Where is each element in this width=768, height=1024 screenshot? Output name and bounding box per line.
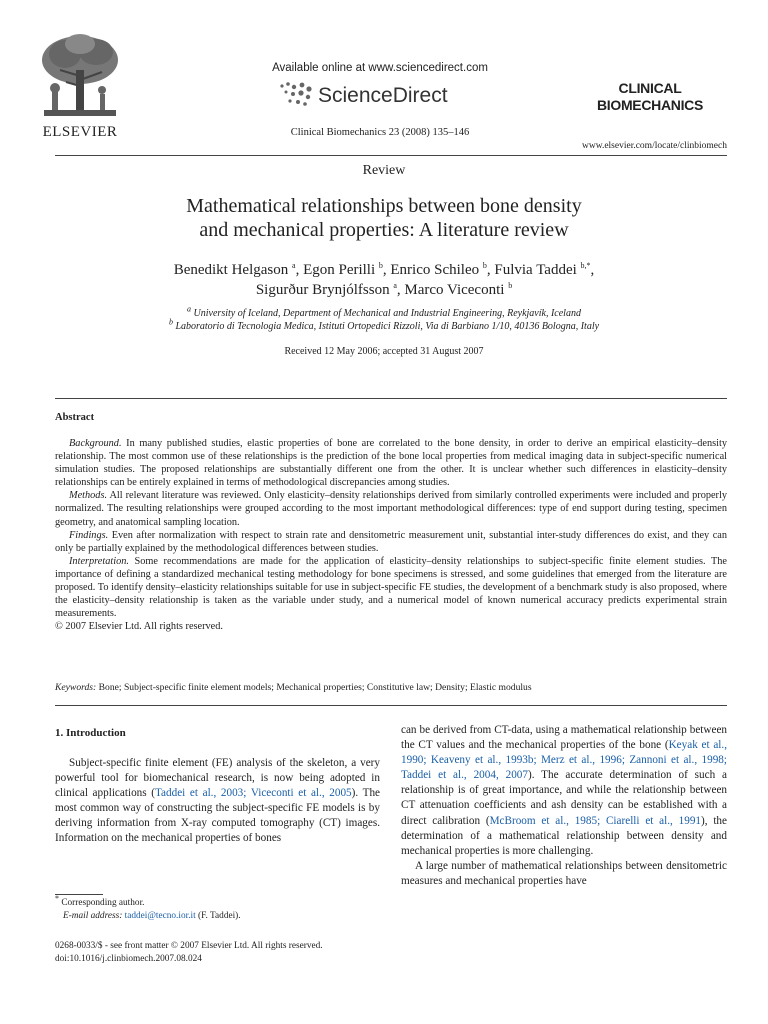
keywords	[55, 682, 727, 693]
abstract-top-divider	[55, 398, 727, 399]
body-text: ), the determination of a mathematical relationship between density and mechanical properties is more challenging.	[401, 814, 727, 857]
author-list	[60, 260, 708, 300]
abstract-body	[55, 437, 727, 633]
intro-paragraph-3: A large number of mathematical relationships between densitometric measures and mechanical properties have	[401, 859, 727, 887]
footnote-mark: *	[55, 893, 59, 903]
body-text: Subject-specific finite element (FE) analysis of the skeleton, a very powerful tool for biomechanical research, is now being adopted in clinical applications (	[55, 757, 380, 800]
author-affil-mark: a	[393, 281, 397, 290]
author-separator: ,	[486, 262, 495, 278]
keywords-label: Keywords:	[55, 682, 97, 693]
body-text: can be derived from CT-data, using a mathematical relationship between the CT values and the mechanical properties of the bone (	[401, 724, 727, 752]
footnote-text: Corresponding author.	[61, 898, 145, 908]
keywords-text: Bone; Subject-specific finite element models; Mechanical properties; Constitutive law; Density; Elastic modulus	[98, 682, 532, 693]
article-title	[60, 194, 708, 242]
email-link[interactable]: taddei@tecno.ior.it	[124, 911, 196, 921]
abstract-text: In many published studies, elastic properties of bone are correlated to the bone density, in order to derive an empirical elasticity–density relationship. The most common use of these relationships is the prediction of the bone local properties from medical imaging data in subject-specific numerical simulation studies. The proposed relationships are substantially different one from the other. It is unclear whether such differences in elasticity–density relationships can be entirely explained in terms of methodological discrepancies among studies.	[55, 438, 727, 489]
affiliation-mark: a	[187, 304, 192, 314]
abstract-label: Methods.	[69, 490, 108, 502]
body-column-right	[401, 723, 727, 889]
author-name: Egon Perilli	[303, 262, 376, 278]
sciencedirect-dots-icon	[276, 80, 316, 108]
footnote-rule	[55, 894, 103, 895]
author-separator: ,	[295, 262, 304, 278]
title-line-2: and mechanical properties: A literature review	[199, 219, 569, 241]
abstract-text: All relevant literature was reviewed. Only elasticity–density relationships derived from similarly controlled experiments were included and properly normalized. The resulting relationships were grouped according to the most important methodological differences: type of end support during testing, specimen geometry, and anatomical sampling location.	[55, 490, 727, 528]
abstract-text: Some recommendations are made for the application of elasticity–density relationships to subject-specific finite element studies. The importance of defining a standardized mechanical testing methodology for bone specimens is stressed, and some guidelines that emerged from the literature are proposed. To identify density–elasticity relationships suitable for use in subject-specific FE studies, the development of a benchmark study is also proposed, where the elasticity–density relationship is taken as the variable under study, and a numerical model of known numerical accuracy predicts experimental strain measurements.	[55, 555, 727, 620]
section-heading-introduction: 1. Introduction	[55, 727, 126, 739]
email-label: E-mail address:	[63, 911, 123, 921]
abstract-background	[55, 437, 727, 489]
body-text: ). The accurate determination of such a relationship is of great importance, and while the relationship between CT attenuation coefficients and ash density can be established with a direct calibration (	[401, 769, 727, 827]
abstract-methods	[55, 489, 727, 528]
received-dates: Received 12 May 2006; accepted 31 August 2007	[284, 346, 484, 357]
page-footer	[55, 940, 455, 965]
author-name: Sigurður Brynjólfsson	[255, 282, 390, 298]
footnote-text: (F. Taddei).	[198, 911, 241, 921]
email-note	[55, 910, 380, 923]
abstract-interpretation	[55, 555, 727, 620]
journal-name-line2: BIOMECHANICS	[596, 97, 704, 113]
affiliation-b	[60, 317, 708, 333]
citation-link[interactable]: McBroom et al., 1985; Ciarelli et al., 1991	[489, 814, 702, 827]
sciencedirect-wordmark: ScienceDirect	[318, 84, 448, 107]
author-name: Enrico Schileo	[390, 262, 480, 278]
affiliations	[60, 304, 708, 333]
author-separator: ,	[382, 262, 391, 278]
abstract-label: Findings.	[69, 529, 109, 541]
doi-line: doi:10.1016/j.clinbiomech.2007.08.024	[55, 953, 202, 964]
abstract-copyright: © 2007 Elsevier Ltd. All rights reserved.	[55, 621, 223, 633]
affiliation-text: Laboratorio di Tecnologia Medica, Istituti Ortopedici Rizzoli, Via di Barbiano 1/10, 40136 Bologna, Italy	[175, 321, 600, 332]
intro-paragraph-2	[401, 723, 727, 859]
citation-link[interactable]: Keyak et al., 1990; Keaveny et al., 1993b; Merz et al., 1996; Zannoni et al., 1998; Taddei et al., 2004, 2007	[401, 739, 727, 782]
intro-paragraph-1	[55, 756, 380, 847]
journal-logo	[560, 80, 740, 114]
affiliation-mark: b	[168, 317, 173, 327]
author-affil-mark: a	[292, 261, 296, 270]
abstract-text: Even after normalization with respect to strain rate and densitometric measurement unit, substantial inter-study differences do exist, and they can only be partially explained by the methodological differences between studies.	[55, 529, 727, 554]
affiliation-a	[60, 304, 708, 320]
author-name: Marco Viceconti	[404, 282, 505, 298]
author-affil-mark: b	[508, 281, 513, 290]
author-name: Benedikt Helgason	[173, 262, 289, 278]
available-online-text: Available online at www.sciencedirect.com	[272, 62, 488, 74]
abstract-findings	[55, 529, 727, 555]
author-affil-mark: b	[378, 261, 383, 270]
journal-url[interactable]: www.elsevier.com/locate/clinbiomech	[581, 141, 727, 151]
author-affil-mark: b	[482, 261, 487, 270]
author-separator: ,	[590, 262, 595, 278]
journal-name-line1: CLINICAL	[618, 80, 682, 96]
citation-link[interactable]: Taddei et al., 2003; Viceconti et al., 2005	[154, 787, 352, 800]
author-affil-mark: b,*	[580, 261, 591, 270]
body-text: ). The most common way of constructing the subject-specific FE models is by deriving information from X-ray computed tomography (CT) images. Information on the mechanical properties of bones	[55, 787, 381, 845]
abstract-bottom-divider	[55, 705, 727, 706]
corresponding-author-note	[55, 893, 380, 910]
author-name: Fulvia Taddei	[494, 262, 577, 278]
author-separator: ,	[396, 282, 405, 298]
abstract-label: Background.	[69, 438, 122, 449]
affiliation-text: University of Iceland, Department of Mechanical and Industrial Engineering, Reykjavík, Iceland	[193, 308, 581, 319]
title-line-1: Mathematical relationships between bone density	[186, 195, 582, 217]
abstract-label: Interpretation.	[69, 555, 129, 567]
header-divider	[55, 155, 727, 156]
journal-citation: Clinical Biomechanics 23 (2008) 135–146	[290, 127, 470, 138]
publisher-name: ELSEVIER	[42, 124, 118, 140]
elsevier-tree-logo	[30, 30, 130, 125]
footnote	[55, 893, 380, 923]
issn-line: 0268-0033/$ - see front matter © 2007 Elsevier Ltd. All rights reserved.	[55, 941, 323, 951]
article-section-type: Review	[362, 163, 406, 178]
body-column-left	[55, 756, 380, 847]
abstract-heading: Abstract	[55, 412, 95, 423]
